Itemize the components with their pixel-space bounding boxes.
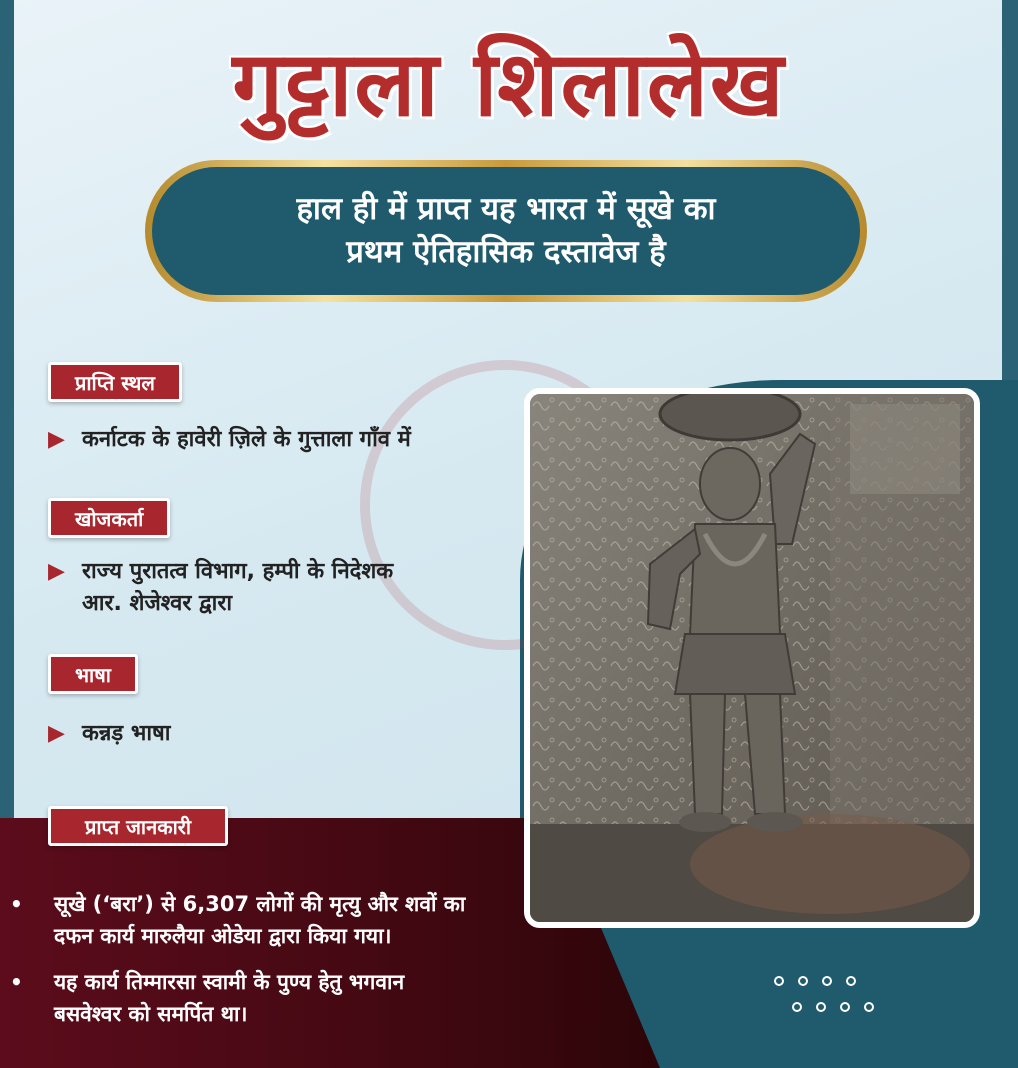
inscription-stone-illustration bbox=[530, 394, 974, 922]
arrow-right-icon: ▶ bbox=[48, 721, 65, 746]
info-bullet-2 bbox=[10, 966, 530, 1030]
circle-dot-icon bbox=[840, 1002, 850, 1012]
info-bullet-1-line-1: सूखे (‘बरा’) से 6,307 लोगों की मृत्यु और शवों का bbox=[54, 892, 466, 916]
page-title: गुट्टाला शिलालेख bbox=[232, 32, 786, 137]
item-discovery-site-line-1: कर्नाटक के हावेरी ज़िले के गुत्ताला गाँव में bbox=[82, 427, 411, 452]
item-discoverer-line-2: आर. शेजेश्वर द्वारा bbox=[82, 591, 233, 616]
info-bullet-2-line-1: यह कार्य तिम्मारसा स्वामी के पुण्य हेतु भगवान bbox=[54, 970, 405, 994]
bullet-dot-icon: • bbox=[10, 892, 23, 916]
info-bullet-2-line-2: बसवेश्वर को समर्पित था। bbox=[54, 1002, 248, 1026]
info-bullet-list bbox=[10, 888, 530, 1044]
item-discovery-site bbox=[48, 424, 411, 456]
item-discoverer bbox=[48, 556, 393, 620]
label-language: भाषा bbox=[48, 654, 138, 694]
info-bullet-1 bbox=[10, 888, 530, 952]
circle-dot-icon bbox=[822, 976, 832, 986]
headline-banner bbox=[145, 160, 867, 302]
headline-banner-inner bbox=[152, 167, 860, 295]
label-information: प्राप्त जानकारी bbox=[48, 806, 228, 846]
circle-dot-icon bbox=[846, 976, 856, 986]
item-discoverer-line-1: राज्य पुरातत्व विभाग, हम्पी के निदेशक bbox=[82, 559, 394, 584]
arrow-right-icon: ▶ bbox=[48, 427, 65, 452]
item-language-line-1: कन्नड़ भाषा bbox=[82, 721, 171, 746]
circle-dot-icon bbox=[816, 1002, 826, 1012]
inscription-photo bbox=[524, 388, 980, 928]
arrow-right-icon: ▶ bbox=[48, 559, 65, 584]
banner-line-2: प्रथम ऐतिहासिक दस्तावेज है bbox=[346, 234, 666, 270]
banner-line-1: हाल ही में प्राप्त यह भारत में सूखे का bbox=[296, 190, 716, 227]
info-bullet-1-line-2: दफन कार्य मारुलैया ओडेया द्वारा किया गया। bbox=[54, 924, 392, 948]
label-discoverer: खोजकर्ता bbox=[48, 498, 170, 538]
circle-dot-icon bbox=[792, 1002, 802, 1012]
decorative-dots bbox=[774, 976, 914, 1028]
bullet-dot-icon: • bbox=[10, 970, 23, 994]
circle-dot-icon bbox=[798, 976, 808, 986]
label-discovery-site: प्राप्ति स्थल bbox=[48, 362, 182, 402]
item-language bbox=[48, 718, 170, 750]
circle-dot-icon bbox=[864, 1002, 874, 1012]
circle-dot-icon bbox=[774, 976, 784, 986]
